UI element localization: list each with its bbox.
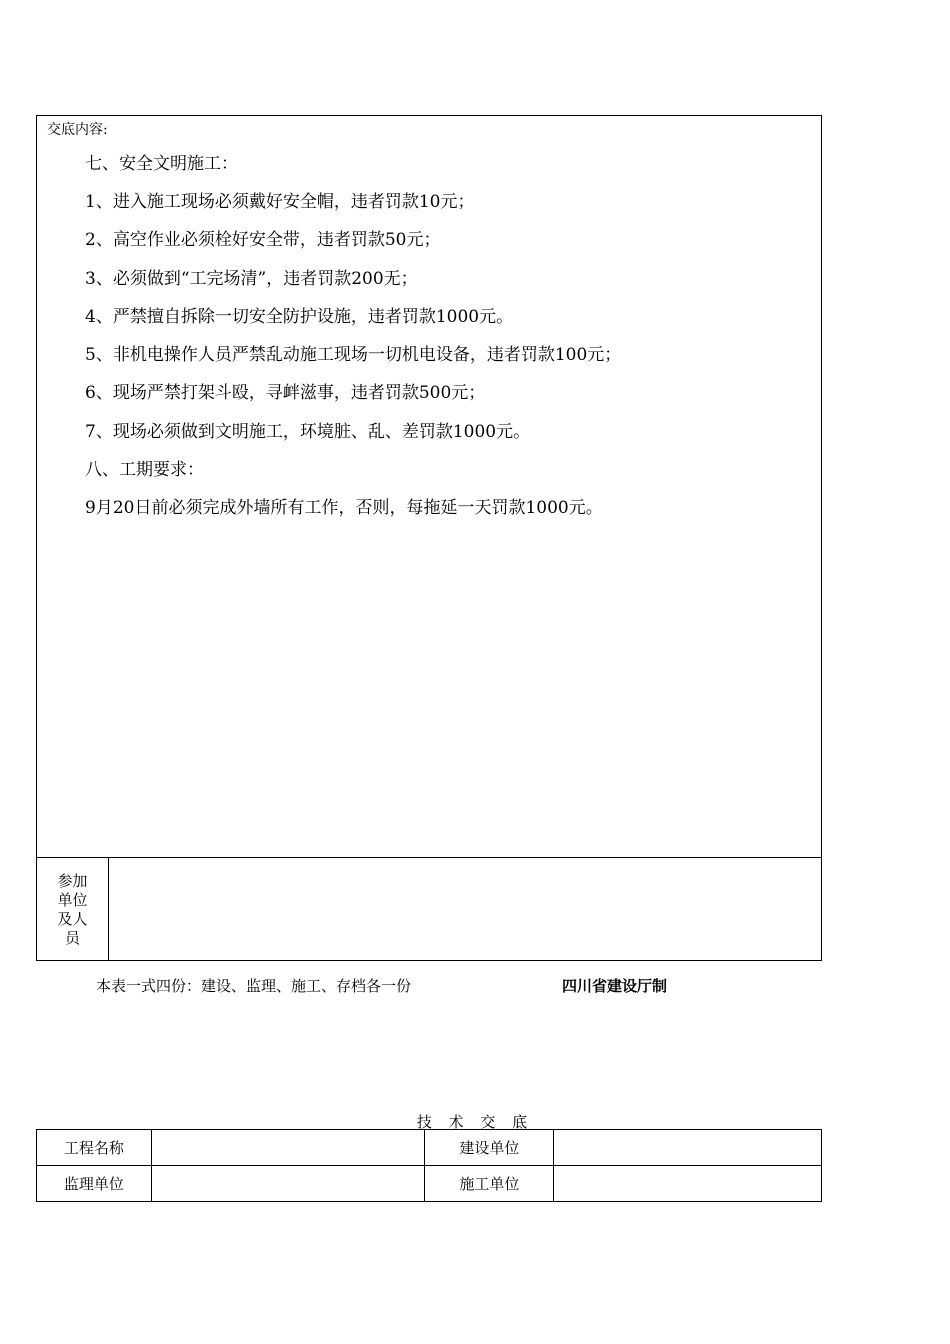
content-line: 八、工期要求： bbox=[85, 460, 204, 480]
content-label: 交底内容: bbox=[47, 122, 108, 138]
content-line: 3、必须做到“工完场清”，违者罚款200无； bbox=[85, 269, 418, 289]
attendees-divider bbox=[108, 858, 109, 960]
next-page-title: 技 术 交 底 bbox=[416, 1113, 534, 1131]
construction-unit-value bbox=[554, 1130, 822, 1166]
table-row bbox=[37, 1130, 822, 1166]
footer-note: 本表一式四份：建设、监理、施工、存档各一份 bbox=[96, 977, 412, 995]
project-name-value bbox=[151, 1130, 425, 1166]
attendees-label-line: 员 bbox=[64, 929, 80, 947]
footer-org: 四川省建设厅制 bbox=[562, 977, 668, 995]
project-info-table bbox=[36, 1129, 822, 1202]
attendees-label-line: 单位 bbox=[57, 891, 88, 909]
table-row bbox=[37, 1166, 822, 1202]
attendees-label bbox=[37, 872, 108, 948]
content-line: 6、现场严禁打架斗殴，寻衅滋事，违者罚款500元； bbox=[85, 383, 486, 403]
content-line: 2、高空作业必须栓好安全带，违者罚款50元； bbox=[85, 230, 441, 250]
attendees-box bbox=[36, 857, 822, 961]
content-line: 4、严禁擅自拆除一切安全防护设施，违者罚款1000元。 bbox=[85, 307, 514, 327]
content-line: 1、进入施工现场必须戴好安全帽，违者罚款10元； bbox=[85, 192, 475, 212]
supervision-unit-value bbox=[151, 1166, 425, 1202]
content-line: 七、安全文明施工： bbox=[85, 154, 238, 174]
disclosure-content-box bbox=[36, 115, 822, 858]
construction-unit-label: 建设单位 bbox=[425, 1130, 554, 1166]
attendees-label-line: 及人 bbox=[57, 910, 88, 928]
contractor-label: 施工单位 bbox=[425, 1166, 554, 1202]
content-line: 9月20日前必须完成外墙所有工作，否则，每拖延一天罚款1000元。 bbox=[85, 498, 603, 518]
content-line: 5、非机电操作人员严禁乱动施工现场一切机电设备，违者罚款100元； bbox=[85, 345, 622, 365]
contractor-value bbox=[554, 1166, 822, 1202]
attendees-label-line: 参加 bbox=[57, 872, 88, 890]
project-name-label: 工程名称 bbox=[37, 1130, 152, 1166]
content-line: 7、现场必须做到文明施工，环境脏、乱、差罚款1000元。 bbox=[85, 422, 531, 442]
supervision-unit-label: 监理单位 bbox=[37, 1166, 152, 1202]
